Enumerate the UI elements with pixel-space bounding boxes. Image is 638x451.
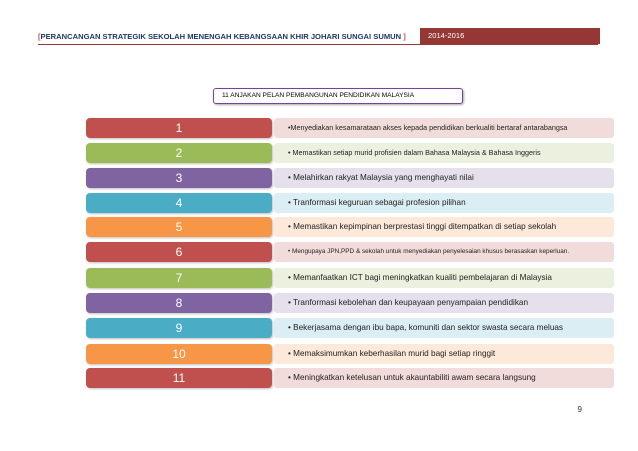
shift-row [86,143,616,163]
shift-row [86,242,616,262]
header-title-text: PERANCANGAN STRATEGIK SEKOLAH MENENGAH KEBANGSAAN KHIR JOHARI SUNGAI SUMUN [40,32,402,41]
header-title [38,30,406,44]
shift-row [86,293,616,313]
shift-number: 6 [86,242,272,262]
shift-row [86,268,616,288]
shift-row [86,344,616,364]
shift-description-box [274,242,614,262]
header-year: 2014-2016 [420,28,600,44]
header-bracket-open: [ [38,32,41,41]
shift-row [86,168,616,188]
shift-description-box [274,143,614,163]
shift-description: • Mengupaya JPN,PPD & sekolah untuk menyediakan penyelesaian khusus berasaskan keperluan. [288,248,570,256]
shift-number: 7 [86,268,272,288]
shift-row [86,318,616,338]
shift-number: 5 [86,217,272,237]
shift-row [86,193,616,213]
shift-description: • Memastikan kepimpinan berprestasi tinggi ditempatkan di setiap sekolah [288,222,557,232]
section-subtitle: 11 ANJAKAN PELAN PEMBANGUNAN PENDIDIKAN MALAYSIA [213,88,463,104]
shift-description: • Memaksimumkan keberhasilan murid bagi setiap ringgit [288,349,496,359]
shift-description: • Memanfaatkan ICT bagi meningkatkan kualiti pembelajaran di Malaysia [288,273,552,283]
shift-number: 3 [86,168,272,188]
header-divider [38,44,598,45]
shift-number: 11 [86,368,272,388]
shift-description-box [274,193,614,213]
shift-description-box [274,268,614,288]
shift-description: •Menyediakan kesamarataan akses kepada pendidikan berkualiti bertaraf antarabangsa [288,122,568,132]
header-bracket-close: ] [403,32,406,41]
shift-row [86,217,616,237]
shift-description: • Tranformasi kebolehan dan keupayaan penyampaian pendidikan [288,298,529,308]
shift-description-box [274,217,614,237]
shift-number: 10 [86,344,272,364]
shift-number: 4 [86,193,272,213]
document-header [38,30,598,44]
shift-description: • Tranformasi keguruan sebagai profesion pilihan [288,198,466,208]
shift-description-box [274,318,614,338]
shift-description-box [274,118,614,138]
shift-description: • Bekerjasama dengan ibu bapa, komuniti dan sektor swasta secara meluas [288,323,564,333]
shift-description: • Memastikan setiap murid profisien dalam Bahasa Malaysia & Bahasa Inggeris [288,147,541,157]
shift-number: 2 [86,143,272,163]
page-number: 9 [577,405,582,414]
shift-description-box [274,293,614,313]
shift-number: 9 [86,318,272,338]
shift-number: 1 [86,118,272,138]
shift-description: • Meningkatkan ketelusan untuk akauntabiliti awam secara langsung [288,373,536,383]
shift-description-box [274,168,614,188]
shift-number: 8 [86,293,272,313]
shift-description: • Melahirkan rakyat Malaysia yang menghayati nilai [288,173,474,183]
shift-description-box [274,344,614,364]
shift-row [86,118,616,138]
shift-description-box [274,368,614,388]
shift-row [86,368,616,388]
